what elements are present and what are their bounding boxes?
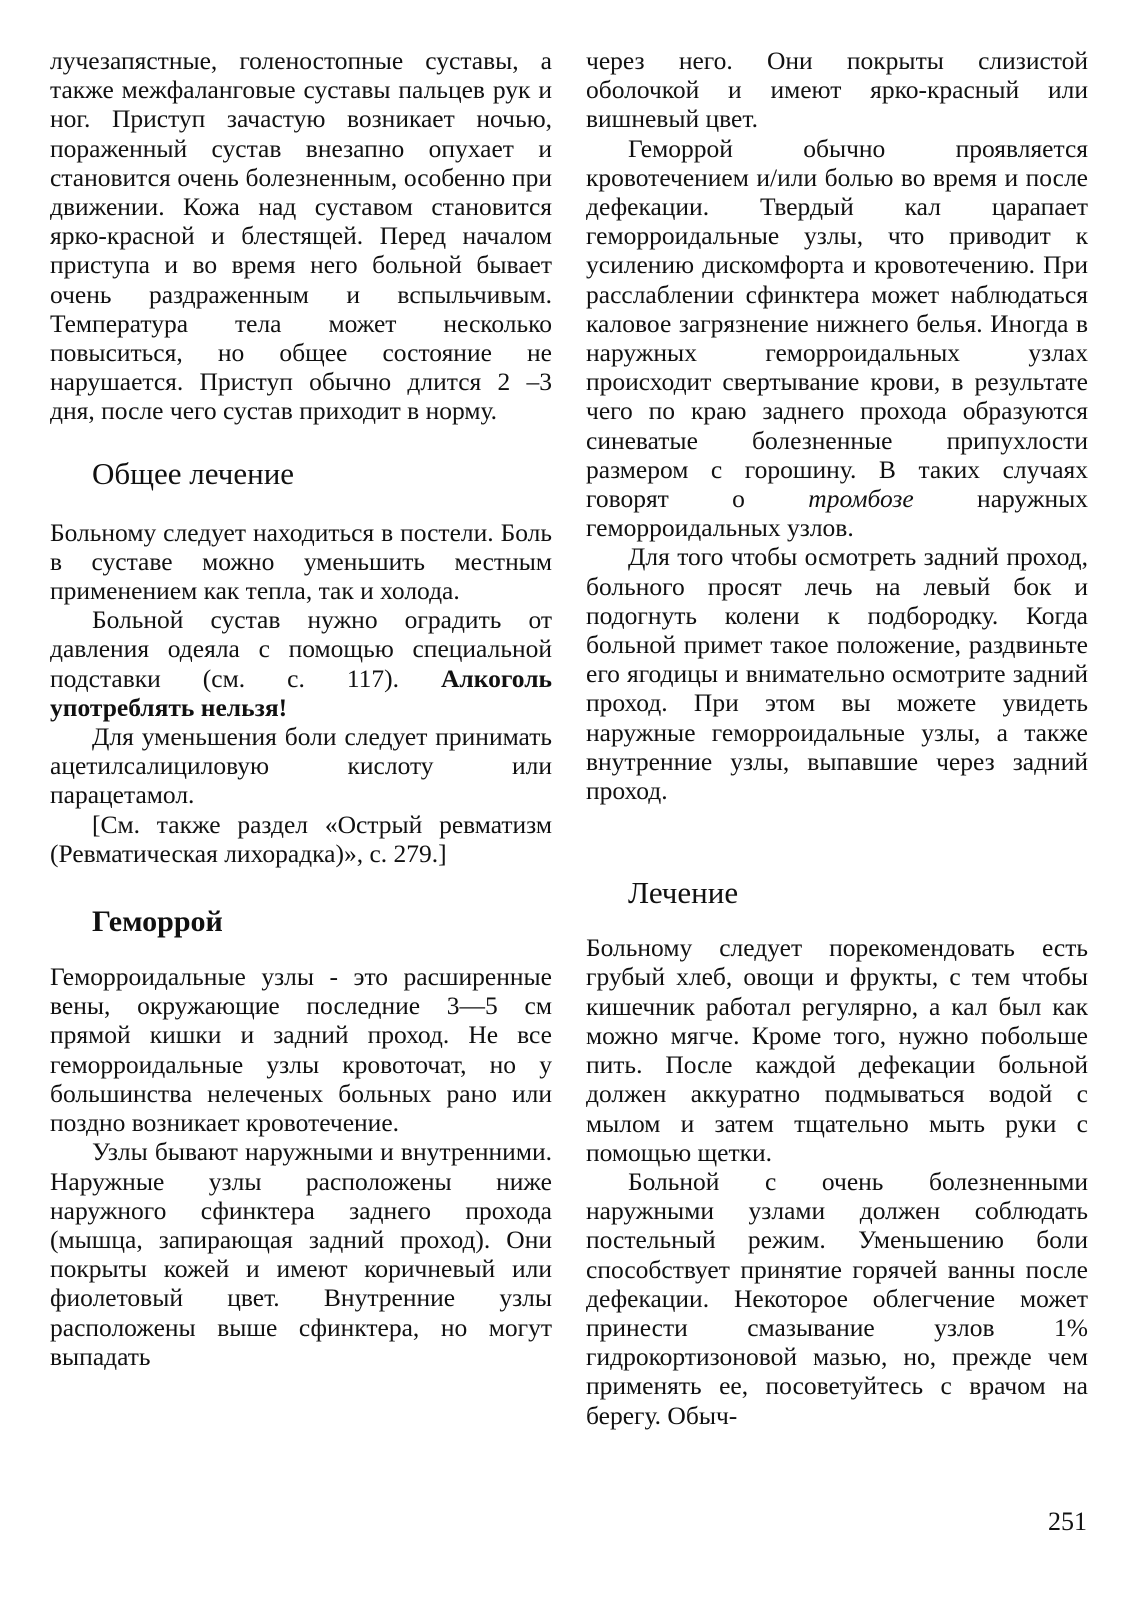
spacer [50,868,552,904]
paragraph-joint-protection-text: Больной сустав нужно оградить от давления одеяла с помощью специальной подставки (см. с. 117). [50,605,552,693]
paragraph-symptoms [586,134,1088,543]
paragraph-symptoms-text: Геморрой обычно проявляется кровотечением и/или болью во время и после дефекации. Твердый кал царапает геморроидальные узлы, что приводит к усилению дискомфорта и кровотечению. При расслаблении сфинктера может наблюдаться каловое загрязнение нижнего белья. Иногда в наружных геморроидальных узлах происходит свертывание крови, в результате чего по краю заднего прохода образуются синеватые болезненные припухлости размером с горошину. В таких случаях говорят о [586,133,1088,514]
paragraph-hemorrhoids-definition: Геморроидальные узлы - это расширенные вены, окружающие последние 3—5 см прямой кишки и задний проход. Не все геморроидальные узлы кровоточат, но у большинства нелеченых больных рано или поздно возникает кровотечение. [50,962,552,1138]
paragraph-bed-rest: Больному следует находиться в постели. Боль в суставе можно уменьшить местным применением как тепла, так и холода. [50,517,552,606]
left-column [50,46,552,1371]
paragraph-joint-protection [50,605,552,722]
paragraph-examination: Для того чтобы осмотреть задний проход, больного просят лечь на левый бок и подогнуть колени к подбородку. Когда больной примет такое положение, раздвиньте его ягодицы и внимательно осмотрите задний проход. При этом вы можете увидеть наружные геморроидальные узлы, а также внутренние узлы, выпавшие через задний проход. [586,542,1088,806]
paragraph-pain-relief: Для уменьшения боли следует принимать ацетилсалициловую кислоту или парацетамол. [50,722,552,810]
paragraph-continuation: через него. Они покрыты слизистой оболочкой и имеют ярко-красный или вишневый цвет. [586,46,1088,134]
paragraph-see-also: [См. также раздел «Острый ревматизм (Ревматическая лихорадка)», с. 279.] [50,809,552,868]
right-column [586,46,1088,1430]
term-thrombosis: тромбозе [808,484,914,514]
paragraph-diet: Больному следует порекомендовать есть грубый хлеб, овощи и фрукты, с тем чтобы кишечник работал регулярно, а кал был как можно мягче. Кроме того, нужно побольше пить. После каждой дефекации больной должен аккуратно подмываться водой с мылом и затем тщательно мыть руки с помощью щетки. [586,933,1088,1167]
paragraph-symptoms-tail: наружных геморроидальных узлов. [586,484,1088,543]
spacer [586,911,1088,933]
spacer [50,940,552,962]
heading-general-treatment: Общее лечение [92,455,295,491]
paragraph-bed-regime: Больной с очень болезненными наружными узлами должен соблюдать постельный режим. Уменьшению боли способствует принятие горячей ванны после дефекации. Некоторое облегчение может принести смазывание узлов 1% гидрокортизоновой мазью, но, прежде чем применять ее, посоветуйтесь с врачом на берегу. Обыч- [586,1166,1088,1430]
paragraph-hemorrhoids-types: Узлы бывают наружными и внутренними. Наружные узлы расположены ниже наружного сфинктера заднего прохода (мышца, запирающая задний проход). Они покрыты кожей и имеют коричневый или фиолетовый цвет. Внутренние узлы расположены выше сфинктера, но могут выпадать [50,1137,552,1371]
spacer [50,492,552,518]
page-number: 251 [1048,1507,1087,1536]
paragraph-gout-attack: лучезапястные, голеностопные суставы, а также межфаланговые суставы пальцев рук и ног. Приступ зачастую возникает ночью, пораженный сустав внезапно опухает и становится очень болезненным, особенно при движении. Кожа над суставом становится ярко-красной и блестящей. Перед началом приступа и во время него больной бывает очень раздраженным и вспыльчивым. Температура тела может несколько повыситься, но общее состояние не нарушается. Приступ обычно длится 2 –3 дня, после чего сустав приходит в норму. [50,46,552,426]
spacer [50,426,552,456]
heading-treatment: Лечение [628,875,739,911]
heading-hemorrhoids: Геморрой [92,905,223,939]
alcohol-warning: Алкоголь употреблять нельзя! [50,663,552,722]
spacer [586,805,1088,875]
